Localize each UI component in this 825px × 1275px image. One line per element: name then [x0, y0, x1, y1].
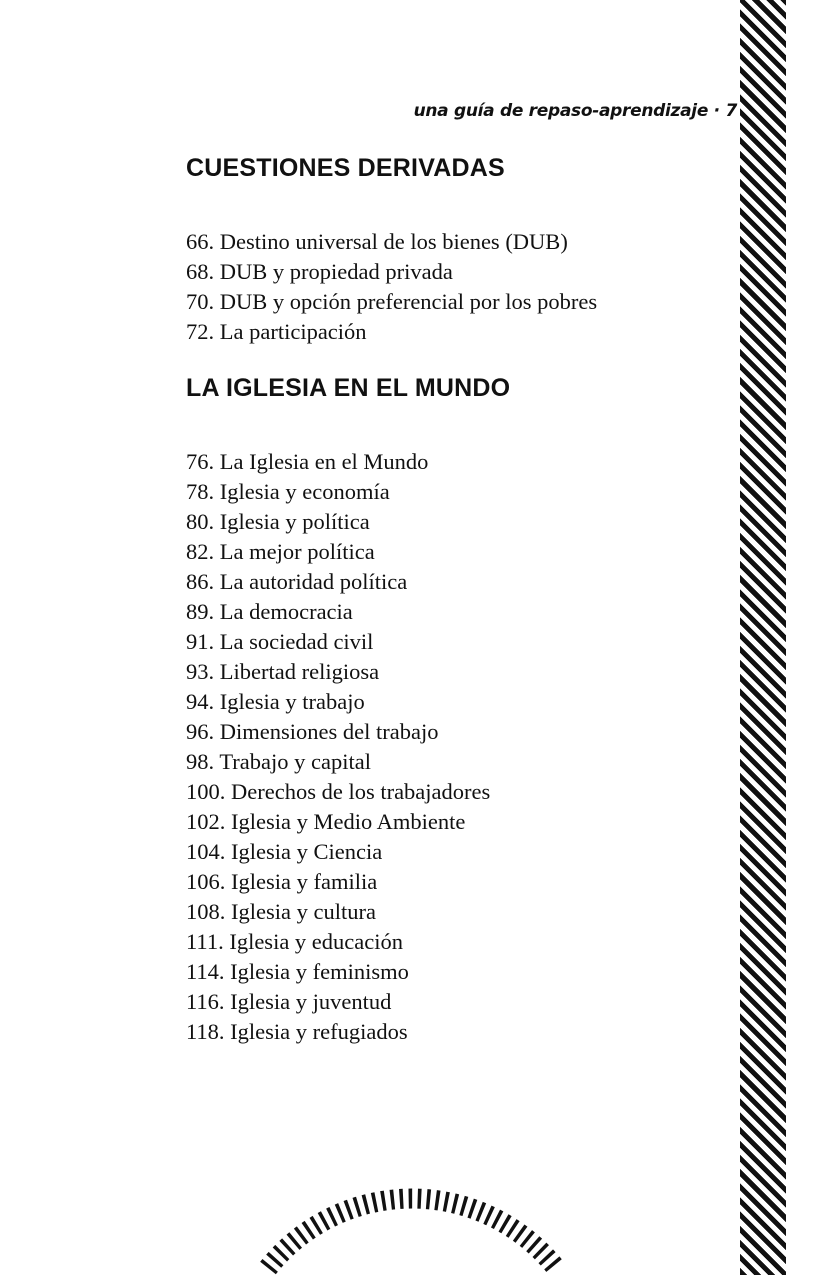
toc-list [186, 447, 510, 1047]
toc-item: 70. DUB y opción preferencial por los pobres [186, 289, 598, 314]
toc-item: 100. Derechos de los trabajadores [186, 779, 491, 804]
toc-item: 118. Iglesia y refugiados [186, 1019, 408, 1044]
toc-item: 102. Iglesia y Medio Ambiente [186, 809, 466, 834]
toc-item: 111. Iglesia y educación [186, 929, 404, 954]
toc-item: 80. Iglesia y política [186, 509, 370, 534]
toc-item: 91. La sociedad civil [186, 629, 374, 654]
toc-item: 68. DUB y propiedad privada [186, 259, 453, 284]
toc-item: 82. La mejor política [186, 539, 375, 564]
decorative-hatched-arc [240, 1170, 580, 1275]
toc-item: 104. Iglesia y Ciencia [186, 839, 383, 864]
toc-item: 108. Iglesia y cultura [186, 899, 376, 924]
toc-item: 114. Iglesia y feminismo [186, 959, 409, 984]
decorative-stripe-border [740, 0, 786, 1275]
toc-item: 86. La autoridad política [186, 569, 408, 594]
toc-item: 96. Dimensiones del trabajo [186, 719, 439, 744]
section-heading: CUESTIONES DERIVADAS [186, 154, 505, 182]
toc-item: 78. Iglesia y economía [186, 479, 390, 504]
toc-item: 116. Iglesia y juventud [186, 989, 392, 1014]
toc-item: 93. Libertad religiosa [186, 659, 380, 684]
toc-item: 72. La participación [186, 319, 367, 344]
section-heading: LA IGLESIA EN EL MUNDO [186, 374, 511, 402]
toc-item: 89. La democracia [186, 599, 353, 624]
toc-item: 66. Destino universal de los bienes (DUB) [186, 229, 568, 254]
toc-item: 98. Trabajo y capital [186, 749, 371, 774]
toc-list [186, 227, 597, 347]
section-iglesia-en-el-mundo [186, 374, 510, 1047]
section-cuestiones-derivadas [186, 154, 597, 347]
toc-item: 76. La Iglesia en el Mundo [186, 449, 429, 474]
running-header: una guía de repaso-aprendizaje · 7 [413, 101, 737, 121]
toc-item: 94. Iglesia y trabajo [186, 689, 365, 714]
toc-item: 106. Iglesia y familia [186, 869, 378, 894]
